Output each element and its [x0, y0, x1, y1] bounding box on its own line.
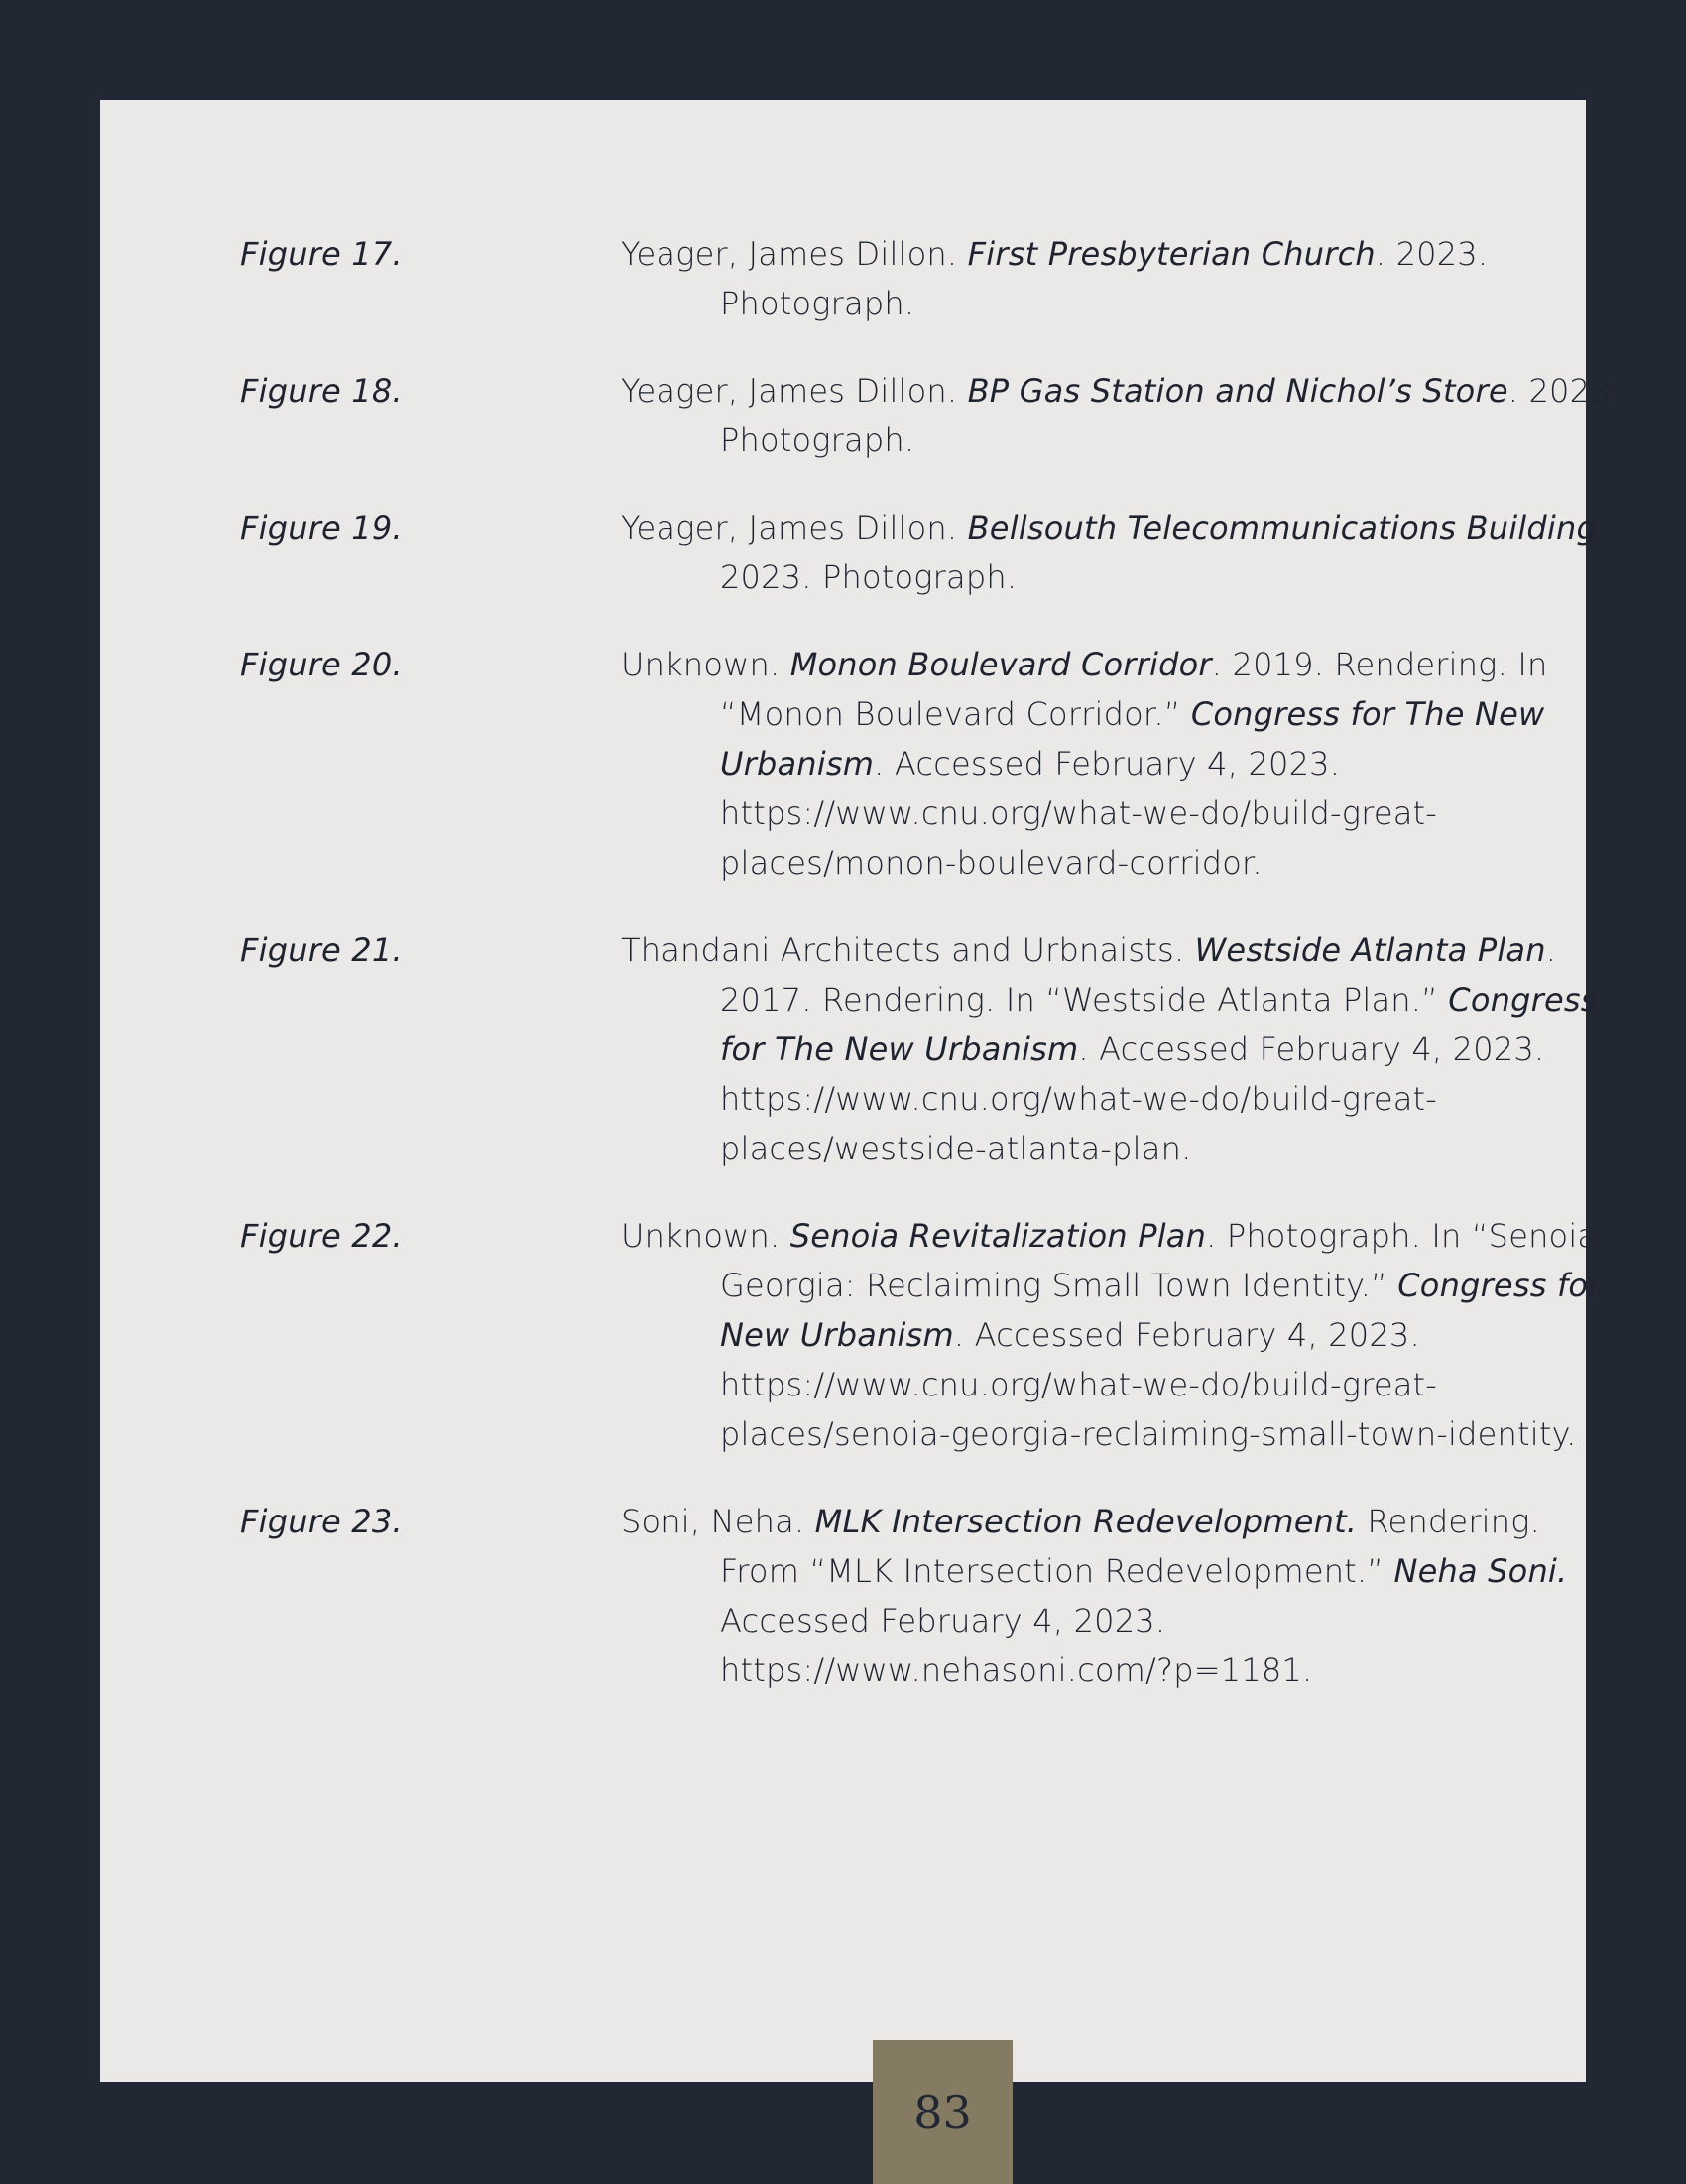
citation-entry — [240, 229, 1549, 328]
citation-text — [621, 640, 1623, 888]
citation-segment: Accessed February 4, 2023. https://www.nehasoni.com/?p=1181. — [720, 1602, 1313, 1689]
citation-segment: Unknown. — [621, 646, 790, 683]
citation-segment: . Photograph. In “Senoia, Georgia: Reclaiming Small Town Identity.” — [720, 1217, 1608, 1304]
citation-segment: Soni, Neha. — [621, 1503, 815, 1540]
citation-segment: . 2023. Photograph. — [720, 372, 1622, 459]
citation-entry — [240, 366, 1622, 465]
citation-text — [621, 1211, 1623, 1459]
citation-title: Senoia Revitalization Plan — [789, 1217, 1207, 1255]
figure-label: Figure 20. — [240, 646, 403, 683]
citation-segment: . Accessed February 4, 2023. https://www.cnu.org/what-we-do/build-great-places/senoia-georgia-reclaiming-small-town-identity. — [720, 1316, 1577, 1453]
figure-label: Figure 17. — [240, 235, 403, 273]
citation-segment: . 2023. Photograph. — [720, 509, 1608, 596]
citation-segment: Yeager, James Dillon. — [621, 509, 968, 546]
citation-title: Neha Soni. — [1393, 1552, 1568, 1590]
citation-title: Westside Atlanta Plan — [1194, 931, 1546, 969]
citation-entry — [240, 503, 1608, 602]
citation-title: Congress for The New Urbanism — [720, 695, 1545, 783]
citation-text — [621, 1497, 1623, 1695]
citation-segment: . Accessed February 4, 2023. https://www.cnu.org/what-we-do/build-great-places/monon-boulevard-corridor. — [720, 745, 1438, 882]
citation-entry — [240, 640, 1549, 888]
page-number: 83 — [913, 2085, 972, 2139]
citation-segment: Yeager, James Dillon. — [621, 372, 968, 410]
citation-segment: Unknown. — [621, 1217, 790, 1255]
citation-text — [621, 229, 1623, 328]
citation-entry — [240, 1497, 1568, 1695]
citation-segment: Thandani Architects and Urbnaists. — [621, 931, 1195, 969]
citation-segment: . 2017. Rendering. In “Westside Atlanta Plan.” — [720, 931, 1557, 1019]
citation-segment: Yeager, James Dillon. — [621, 235, 968, 273]
citation-text — [621, 925, 1623, 1173]
figure-citation-list — [240, 229, 1622, 1695]
citation-title: Monon Boulevard Corridor — [789, 646, 1212, 683]
figure-label: Figure 23. — [240, 1503, 403, 1540]
figure-label: Figure 18. — [240, 372, 403, 410]
citation-title: BP Gas Station and Nichol’s Store — [967, 372, 1508, 410]
citation-title: Bellsouth Telecommunications Building — [967, 509, 1597, 546]
citation-entry — [240, 1211, 1608, 1459]
page — [100, 100, 1622, 2139]
citation-segment: . Accessed February 4, 2023. https://www.cnu.org/what-we-do/build-great-places/westside-atlanta-plan. — [720, 1031, 1545, 1167]
figure-label: Figure 21. — [240, 931, 403, 969]
page-number-box — [873, 2040, 1013, 2184]
citation-title: Congress for New Urbanism — [720, 1267, 1602, 1354]
citation-segment: . 2019. Rendering. In “Monon Boulevard Corridor.” — [720, 646, 1548, 733]
figure-label: Figure 22. — [240, 1217, 403, 1255]
citation-title: First Presbyterian Church — [967, 235, 1376, 273]
citation-text — [621, 366, 1623, 465]
citation-title: MLK Intersection Redevelopment. — [814, 1503, 1358, 1540]
figure-label: Figure 19. — [240, 509, 403, 546]
citation-entry — [240, 925, 1598, 1173]
citation-segment: . 2023. Photograph. — [720, 235, 1489, 322]
citation-segment: Rendering. From “MLK Intersection Redevelopment.” — [720, 1503, 1541, 1590]
citation-text — [621, 503, 1623, 602]
citation-title: Congress for The New Urbanism — [720, 981, 1598, 1068]
